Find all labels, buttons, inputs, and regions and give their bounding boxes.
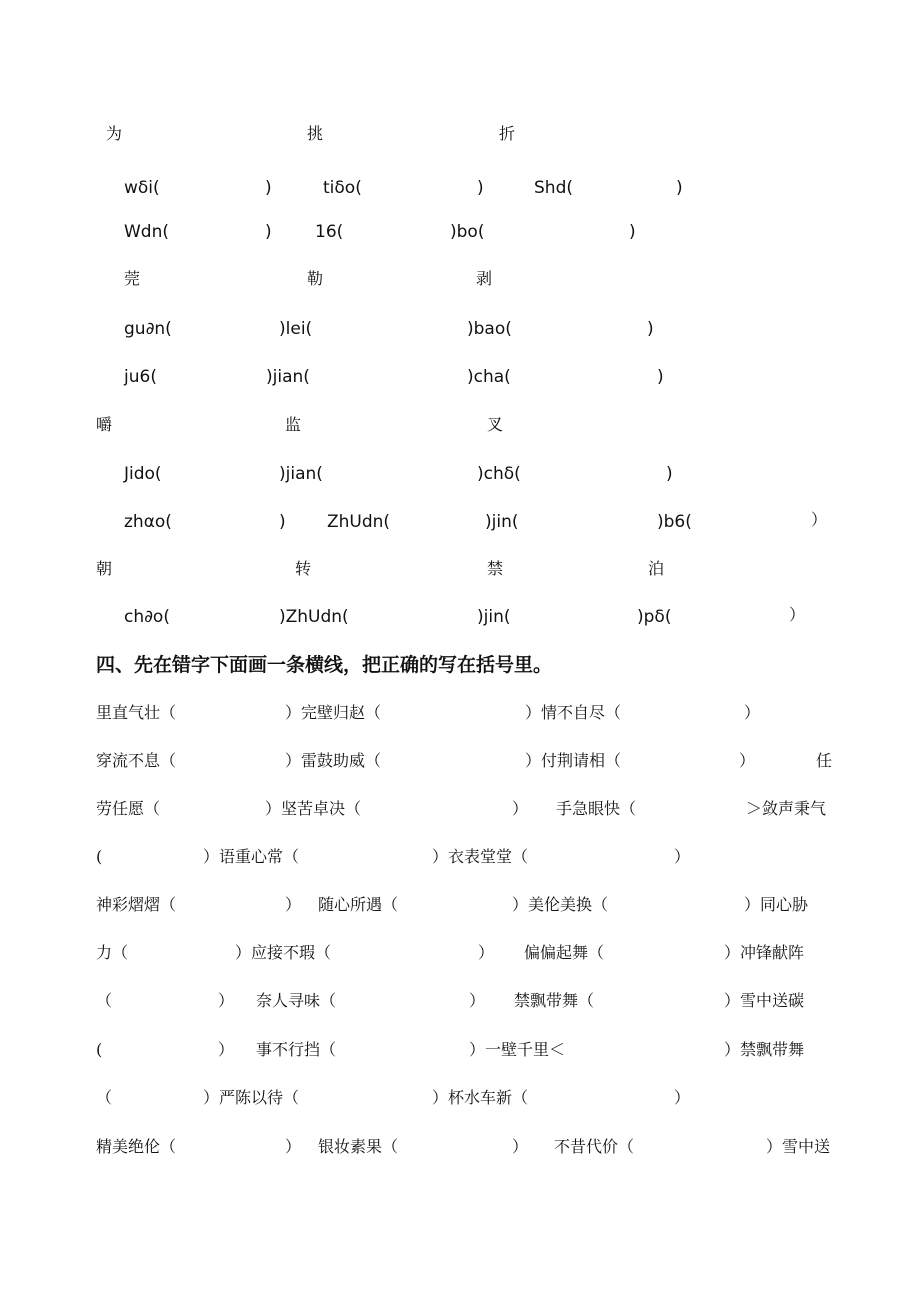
idiom-text: ）严陈以待（ <box>203 1088 300 1107</box>
idiom-text: （ <box>96 991 113 1010</box>
idiom-text: ） <box>739 751 756 770</box>
pinyin-text: tiδo( <box>323 178 362 198</box>
idiom-text: 随心所遇（ <box>318 895 399 914</box>
pinyin-text: ） <box>811 510 828 529</box>
idiom-text: ） <box>512 799 529 818</box>
pinyin-text: zhαo( <box>124 512 172 532</box>
pinyin-text: ) <box>657 367 664 387</box>
pinyin-text: gu∂n( <box>124 319 172 339</box>
idiom-text: （ <box>96 1088 113 1107</box>
pinyin-text: )cha( <box>467 367 511 387</box>
pinyin-text: ) <box>265 222 272 242</box>
pinyin-text: )ZhUdn( <box>279 607 349 627</box>
pinyin-text: ) <box>279 512 286 532</box>
idiom-text: 神彩熠熠（ <box>96 895 177 914</box>
idiom-text: ）应接不瑕（ <box>235 943 332 962</box>
pinyin-text: )jin( <box>477 607 511 627</box>
pinyin-text: Jido( <box>124 464 162 484</box>
char-label: 禁 <box>487 559 504 578</box>
idiom-text: ）美伦美换（ <box>512 895 609 914</box>
pinyin-text: )b6( <box>657 512 692 532</box>
pinyin-text: ch∂o( <box>124 607 170 627</box>
char-label: 转 <box>295 559 312 578</box>
idiom-text: ） <box>674 1088 691 1107</box>
pinyin-text: 16( <box>315 222 344 242</box>
idiom-text: ） <box>285 1137 302 1156</box>
pinyin-text: Shd( <box>534 178 573 198</box>
char-label: 勒 <box>307 269 324 288</box>
idiom-text: 任 <box>816 751 833 770</box>
char-label: 莞 <box>124 269 141 288</box>
idiom-text: 里直气壮（ <box>96 703 177 722</box>
idiom-text: ）完壁归赵（ <box>285 703 382 722</box>
idiom-text: ）语重心常（ <box>203 847 300 866</box>
idiom-text: 奈人寻味（ <box>256 991 337 1010</box>
pinyin-text: )bao( <box>467 319 512 339</box>
char-label: 挑 <box>307 124 324 143</box>
pinyin-text: ju6( <box>124 367 157 387</box>
idiom-text: 事不行挡（ <box>256 1040 337 1059</box>
idiom-text: ）雪中送 <box>766 1137 831 1156</box>
idiom-text: ）雷鼓助威（ <box>285 751 382 770</box>
idiom-text: 劳任愿（ <box>96 799 161 818</box>
idiom-text: ）杯水车新（ <box>432 1088 529 1107</box>
pinyin-text: )jin( <box>485 512 519 532</box>
pinyin-text: Wdn( <box>124 222 170 242</box>
idiom-text: ） <box>674 847 691 866</box>
idiom-text: ） <box>218 991 235 1010</box>
idiom-text: ）一壁千里＜ <box>469 1040 566 1059</box>
idiom-text: 禁飘带舞（ <box>514 991 595 1010</box>
idiom-text: 银妆素果（ <box>318 1137 399 1156</box>
pinyin-text: ) <box>477 178 484 198</box>
pinyin-text: )jian( <box>279 464 323 484</box>
pinyin-text: ) <box>265 178 272 198</box>
idiom-text: ）衣表堂堂（ <box>432 847 529 866</box>
idiom-text: 手急眼快（ <box>556 799 637 818</box>
idiom-text: ( <box>96 1040 103 1059</box>
idiom-text: ）雪中送碳 <box>724 991 805 1010</box>
char-label: 叉 <box>487 415 504 434</box>
idiom-text: ） <box>285 895 302 914</box>
idiom-text: ） <box>218 1040 235 1059</box>
idiom-text: 偏偏起舞（ <box>524 943 605 962</box>
idiom-text: ）冲锋献阵 <box>724 943 805 962</box>
pinyin-text: )lei( <box>279 319 313 339</box>
idiom-text: ） <box>512 1137 529 1156</box>
pinyin-text: ) <box>629 222 636 242</box>
pinyin-text: wδi( <box>124 178 160 198</box>
char-label: 折 <box>499 124 516 143</box>
idiom-text: 穿流不息（ <box>96 751 177 770</box>
pinyin-text: )jian( <box>266 367 310 387</box>
char-label: 监 <box>285 415 302 434</box>
char-label: 泊 <box>648 559 665 578</box>
pinyin-text: )chδ( <box>477 464 521 484</box>
section-heading: 四、先在错字下面画一条横线，把正确的写在括号里。 <box>96 654 553 676</box>
idiom-text: 精美绝伦（ <box>96 1137 177 1156</box>
char-label: 为 <box>106 124 123 143</box>
pinyin-text: )bo( <box>450 222 485 242</box>
pinyin-text: )pδ( <box>637 607 672 627</box>
pinyin-text: ZhUdn( <box>327 512 391 532</box>
idiom-text: ）情不自尽（ <box>525 703 622 722</box>
idiom-text: ）同心胁 <box>744 895 809 914</box>
pinyin-text: ) <box>647 319 654 339</box>
idiom-text: ）禁飘带舞 <box>724 1040 805 1059</box>
idiom-text: ( <box>96 847 103 866</box>
pinyin-text: ) <box>666 464 673 484</box>
idiom-text: ＞敛声秉气 <box>746 799 827 818</box>
idiom-text: ）付荆请相（ <box>525 751 622 770</box>
idiom-text: ） <box>469 991 486 1010</box>
idiom-text: 力（ <box>96 943 129 962</box>
char-label: 朝 <box>96 559 113 578</box>
pinyin-text: ) <box>676 178 683 198</box>
idiom-text: ） <box>478 943 495 962</box>
idiom-text: 不昔代价（ <box>554 1137 635 1156</box>
char-label: 嚼 <box>96 415 113 434</box>
idiom-text: ） <box>744 703 761 722</box>
idiom-text: ）坚苦卓决（ <box>265 799 362 818</box>
pinyin-text: ） <box>789 605 806 624</box>
char-label: 剥 <box>476 269 493 288</box>
